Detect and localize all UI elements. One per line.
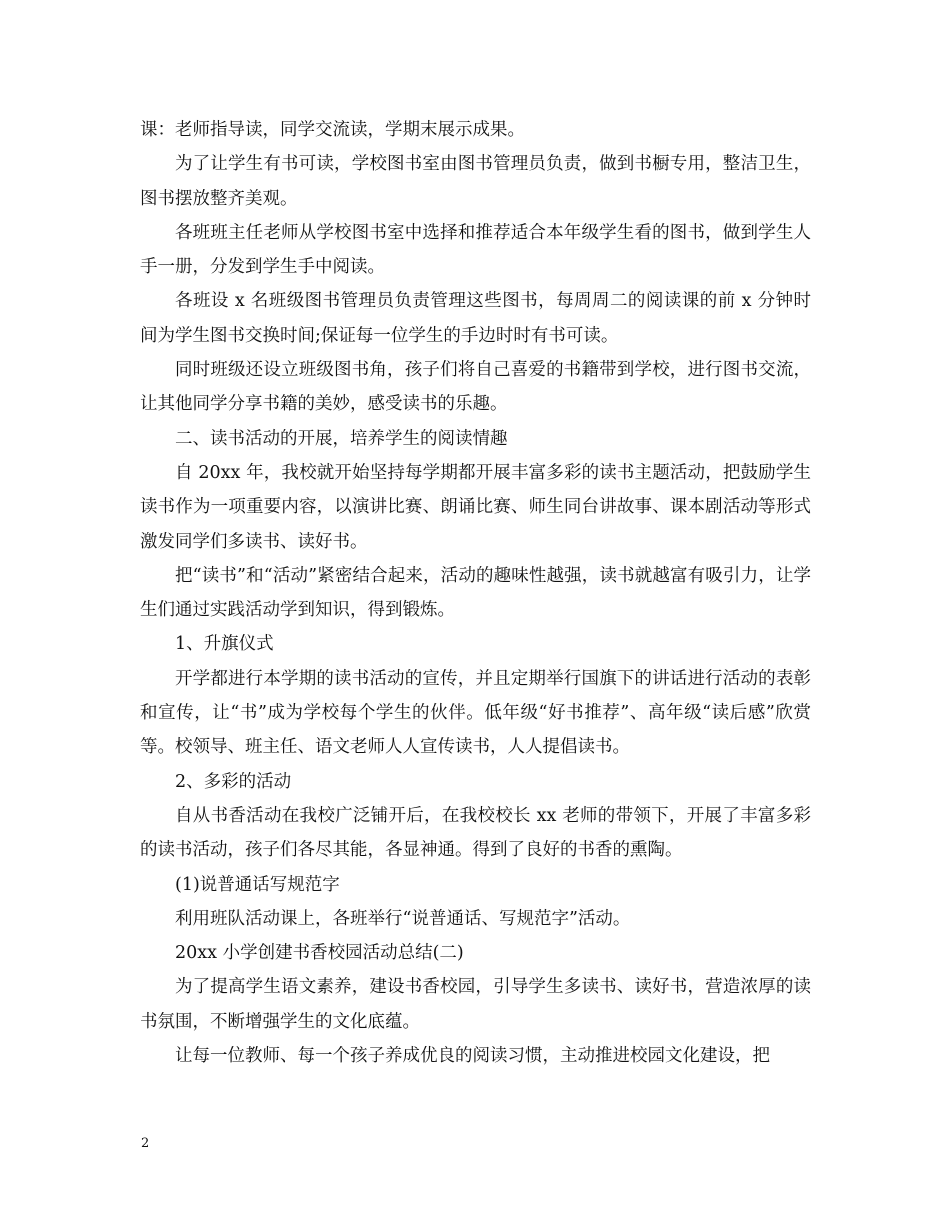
document-title: 20xx 小学创建书香校园活动总结(二) bbox=[175, 943, 464, 964]
paragraph: 各班班主任老师从学校图书室中选择和推荐适合本年级学生看的图书，做到学生人手一册，分发到学生手中阅读。 bbox=[140, 222, 811, 278]
paragraph: 把“读书”和“活动”紧密结合起来，活动的趣味性越强，读书就越富有吸引力，让学生们通过实践活动学到知识，得到锻炼。 bbox=[140, 565, 811, 621]
subsection-heading: 1、升旗仪式 bbox=[175, 634, 274, 655]
paragraph: 开学都进行本学期的读书活动的宣传，并且定期举行国旗下的讲话进行活动的表彰和宣传，让“书”成为学校每个学生的伙伴。低年级“好书推荐”、高年级“读后感”欣赏等。校领导、班主任、语文老师人人宣传读书，人人提倡读书。 bbox=[140, 668, 811, 758]
section-heading: 二、读书活动的开展，培养学生的阅读情趣 bbox=[175, 428, 508, 449]
paragraph: 利用班队活动课上，各班举行“说普通话、写规范字”活动。 bbox=[175, 908, 631, 929]
paragraph: 自从书香活动在我校广泛铺开后，在我校校长 xx 老师的带领下，开展了丰富多彩的读书活动，孩子们各尽其能，各显神通。得到了良好的书香的熏陶。 bbox=[140, 805, 811, 861]
paragraph: 让每一位教师、每一个孩子养成优良的阅读习惯，主动推进校园文化建设，把 bbox=[175, 1046, 770, 1067]
subsection-heading: 2、多彩的活动 bbox=[175, 771, 292, 792]
page-number: 2 bbox=[141, 1136, 150, 1151]
paragraph: 为了提高学生语文素养，建设书香校园，引导学生多读书、读好书，营造浓厚的读书氛围，不断增强学生的文化底蕴。 bbox=[140, 977, 811, 1032]
paragraph: 各班设 x 名班级图书管理员负责管理这些图书，每周周二的阅读课的前 x 分钟时间为学生图书交换时间;保证每一位学生的手边时时有书可读。 bbox=[140, 291, 811, 346]
document-body bbox=[140, 113, 811, 1073]
item-heading: (1)说普通话写规范字 bbox=[175, 874, 340, 895]
paragraph: 课：老师指导读，同学交流读，学期末展示成果。 bbox=[140, 120, 525, 140]
paragraph: 同时班级还设立班级图书角，孩子们将自己喜爱的书籍带到学校，进行图书交流，让其他同学分享书籍的美妙，感受读书的乐趣。 bbox=[140, 360, 811, 415]
paragraph: 自 20xx 年，我校就开始坚持每学期都开展丰富多彩的读书主题活动，把鼓励学生读书作为一项重要内容，以演讲比赛、朗诵比赛、师生同台讲故事、课本剧活动等形式激发同学们多读书、读好书。 bbox=[140, 462, 811, 552]
paragraph: 为了让学生有书可读，学校图书室由图书管理员负责，做到书橱专用，整洁卫生，图书摆放整齐美观。 bbox=[140, 154, 811, 209]
